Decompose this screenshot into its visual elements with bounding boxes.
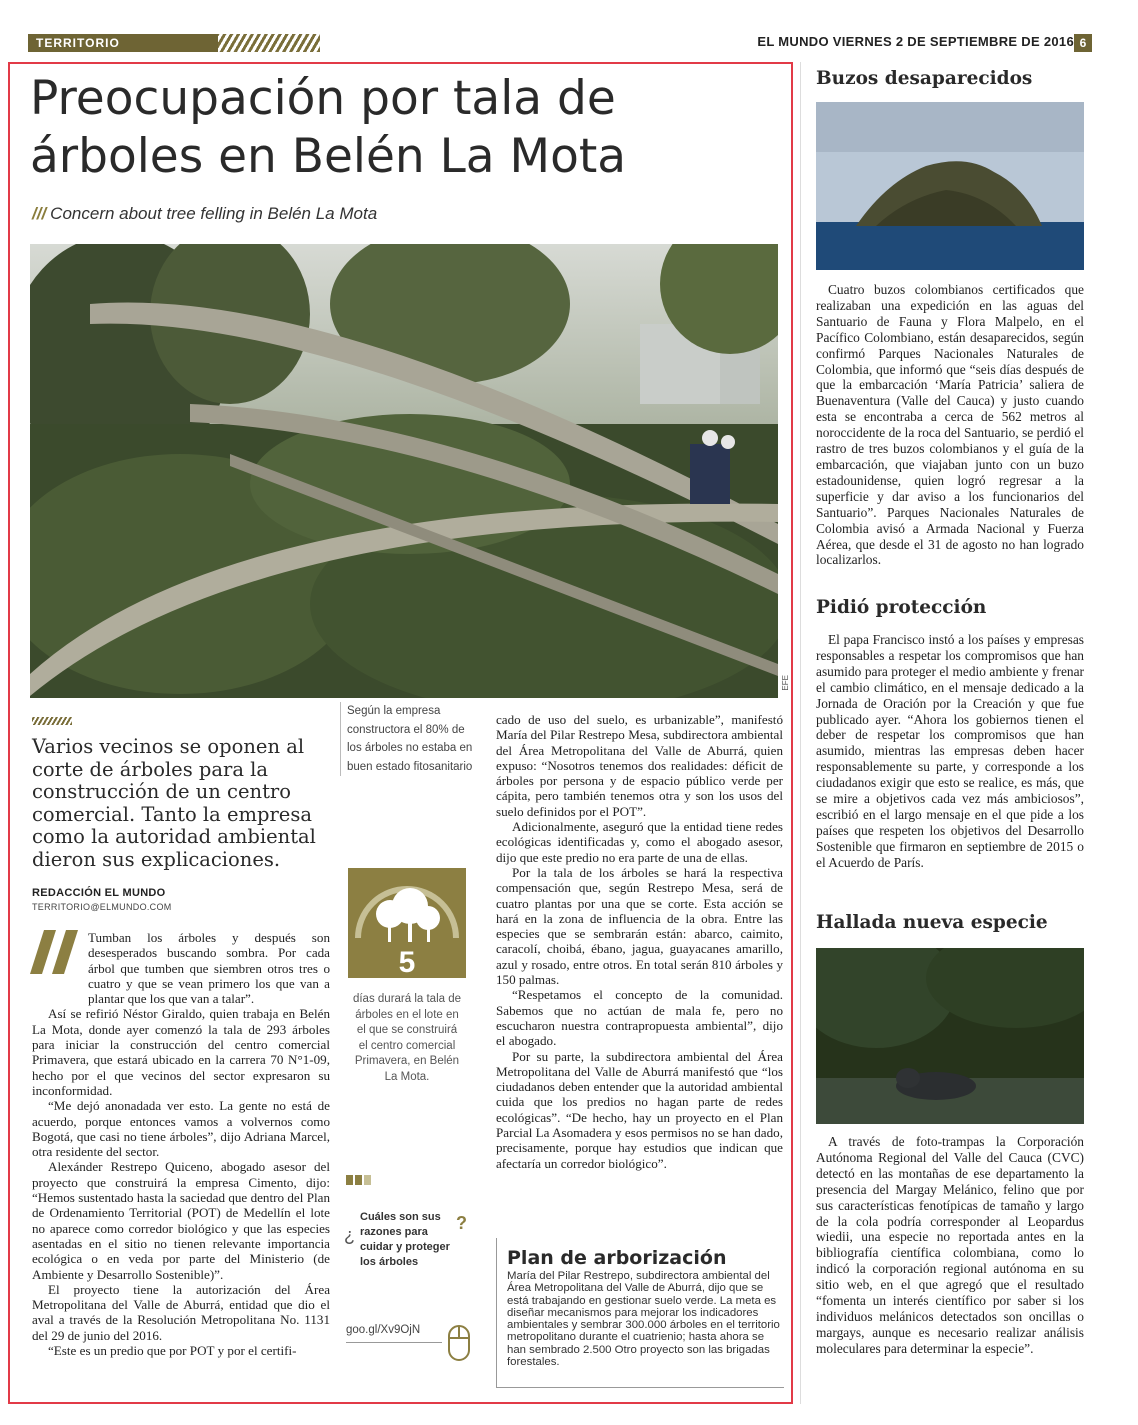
main-photo: [30, 244, 778, 698]
sidebar-story-3: [816, 1134, 1084, 1357]
poll-question: [344, 1202, 476, 1272]
sidebar-title-3: Hallada nueva especie: [816, 912, 1048, 933]
poll-question-text: Cuáles son sus razones para cuidar y proteger los árboles: [360, 1211, 450, 1268]
sidebar-story-2-text: El papa Francisco instó a los países y empresas responsables a respetar los compromisos que han asumido para proteger el medio ambiente y frenar el cambio climático, en el mensaje dedicado a la Jornada de Oración por la Creación y que fue publicado ayer. “Ahora los gobiernos tienen el deber de respetar los compromisos que han asumido, mientras las empresas deben hacer responsablemente su parte, y corresponde a los ciudadanos exigir que esto se realice, es más, que se mire a objetivos cada vez más ambiciosos”, escribió en el largo mensaje en el que pide a los países que respeten los objetivos del Desarrollo Sostenible que firmaron en septiembre de 2015 o el Acuerdo de París.: [816, 632, 1084, 870]
paragraph: “Este es un predio que por POT y por el certifi-: [48, 1343, 297, 1359]
stat-text: días durará la tala de árboles en el lote en el que se construirá el centro comercial Primavera, en Belén La Mota.: [352, 993, 462, 1083]
subhead-text: Concern about tree felling in Belén La Mota: [50, 204, 378, 223]
island-image: [816, 102, 1084, 270]
plan-text: María del Pilar Restrepo, subdirectora ambiental del Área Metropolitana del Valle de Aburrá, dijo que se está trabajando en gestionar suelo verde. La meta es diseñar mecanismos para mejorar los indicadores ambientales y sembrar 300.000 árboles en el territorio metropolitano durante el cuatrienio; hasta ahora se han sembrado 2.500 Otro proyecto son las brigadas forestales.: [507, 1270, 780, 1369]
stat-graphic: [348, 868, 466, 978]
paragraph: cado de uso del suelo, es urbanizable”, manifestó María del Pilar Restrepo Mesa, subdirectora ambiental del Área Metropolitana del Valle de Aburrá, quien expuso: “Nosotros tenemos dos realidades: déficit de árboles por persona y de espacio público verde per cápita, pero también tenemos otra y son los usos del suelo definidos por el POT”.: [496, 712, 783, 819]
photo-credit: EFE: [781, 675, 790, 691]
question-close-mark: ?: [456, 1213, 467, 1233]
paragraph: Por la tala de los árboles se hará la respectiva compensación que, según Restrepo Mesa, será de cuatro plantas por una que se corte. Esta acción se hará en la zona de influencia de la obra. Entre las especies que se sembrarán están: abarco, caimito, caracolí, choibá, ébano, jagua, guayacanes amarillo, azul y rosado, entre otros. En total serán 810 árboles y 150 palmas.: [496, 864, 783, 988]
paragraph: Por su parte, la subdirectora ambiental del Área Metropolitana del Valle de Aburrá manifestó que “los ciudadanos deben entender que la autoridad ambiental cuida que los predios no hagan parte de redes ecológicas”. “De hecho, hay un proyecto en el Plan Parcial La Asomadera y esos permisos no se han dado, precisamente, porque hay estudios que indican que afectaría un corredor biológico”.: [496, 1048, 783, 1171]
island-photo: [816, 102, 1084, 270]
sidebar-title-2: Pidió protección: [816, 597, 987, 618]
paragraph: Adicionalmente, aseguró que la entidad tiene redes ecológicas identificadas y, como el abogado asesor, dijo que este predio no era parte de una de ellas.: [496, 819, 783, 865]
fallen-trees-photo: [30, 244, 778, 698]
subhead-marks: ///: [32, 204, 47, 223]
link-underline: [346, 1342, 442, 1343]
byline: [32, 887, 172, 912]
body-column-1: [32, 930, 330, 1358]
body-column-2: [496, 712, 783, 1171]
subhead: [32, 204, 377, 224]
poll-link[interactable]: goo.gl/Xv9OjN: [346, 1324, 421, 1336]
margay-photo: [816, 948, 1084, 1124]
poll-ornament: [346, 1172, 378, 1182]
photo-caption: Según la empresa constructora el 80% de los árboles no estaba en buen estado fitosanitario: [340, 702, 475, 776]
lead-paragraph: Varios vecinos se oponen al corte de árboles para la construcción de un centro comercial. Tanto la empresa como la autoridad ambiental dieron sus explicaciones.: [32, 735, 316, 871]
section-tag: [28, 34, 320, 52]
plan-box: [496, 1238, 784, 1388]
sidebar-title-1: Buzos desaparecidos: [816, 68, 1033, 89]
paragraph: “Respetamos el concepto de la comunidad. Sabemos que no actúan de mala fe, pero no escucharon nuestra contrapropuesta ambiental”, dijo el abogado.: [496, 987, 783, 1049]
mouse-icon: [446, 1322, 472, 1362]
paragraph: Alexánder Restrepo Quiceno, abogado asesor del proyecto que construirá la empresa Cimento, dijo: “Hemos sustentado hasta la saciedad que dentro del Plan de Ordenamiento Territorial (POT) de Medellín el lote no aparece como corredor biológico y que las especies asentadas en el sitio no tienen relevante importancia ecológica o en veda por parte del Ministerio (de Ambiente y Desarrollo Sostenible)”.: [32, 1159, 330, 1282]
lead-ornament: [32, 717, 72, 725]
stat-number: 5: [398, 946, 416, 978]
paragraph: El proyecto tiene la autorización del Área Metropolitana del Valle de Aburrá, entidad que dio el aval a través de la Resolución Metropolitana No. 1131 del 29 de junio del 2016.: [32, 1281, 330, 1343]
section-label: TERRITORIO: [28, 34, 218, 52]
plan-title: Plan de arborización: [507, 1247, 727, 1269]
margay-image: [816, 948, 1084, 1124]
sidebar-story-3-text: A través de foto-trampas la Corporación Autónoma Regional del Valle del Cauca (CVC) detectó en las montañas de ese departamento la presencia del Margay Melánico, felino que por sus características fenotípicas de tamaño y largo de la cola podría corresponder al Leopardus wiedii, una especie no reportada antes en la bibliografía científica colombiana, como lo indicó la corporación regional autónoma en su sitio web, en el que agregó que el resultado “fomenta un interés científico por saber si los individuos melánicos detectados son oncillas o margays, aunque es necesario realizar análisis moleculares para determinar la especie”.: [816, 1134, 1084, 1356]
question-open-mark: ¿: [344, 1225, 355, 1245]
sidebar-story-1-text: Cuatro buzos colombianos certificados que realizaban una expedición en las aguas del Santuario de Fauna y Flora Malpelo, en el Pacífico Colombiano, están desaparecidos, según confirmó Parques Nacionales Naturales de Colombia, que informó que “seis días después de que la embarcación ‘María Patricia’ saliera de Buenaventura (Valle del Cauca) y justo cuando esta se encontraba a cerca de 562 metros al noroccidente de la roca del Santuario, se perdió el rastro de tres buzos colombianos y el guía de la embarcación, que viajaban junto con un buzo estadounidense, quien logró regresar a la superficie y dar aviso a los funcionarios del Santuario”. Parques Nacionales Naturales de Colombia avisó a Armada Nacional y Fuerza Aérea, que desde el 31 de agosto no han logrado localizarlos.: [816, 282, 1084, 568]
headline: Preocupación por tala de árboles en Belén La Mota: [30, 71, 627, 184]
byline-name: REDACCIÓN EL MUNDO: [32, 887, 166, 899]
trees-icon: [348, 868, 466, 978]
column-divider: [800, 62, 801, 1404]
page-number: 6: [1074, 34, 1092, 52]
byline-email: TERRITORIO@ELMUNDO.COM: [32, 902, 172, 912]
sidebar-story-2: [816, 632, 1084, 871]
sidebar-story-1: [816, 282, 1084, 568]
paragraph: Tumban los árboles y después son desesperados buscando sombra. Por cada árbol que tumben que siembren otros tres o cuatro y que se vean primero los que van a plantar que los que van a talar”.: [88, 930, 330, 1007]
paragraph: “Me dejó anonadada ver esto. La gente no está de acuerdo, porque entonces vamos a volvernos como Bogotá, que casi no tiene árboles”, dijo Adriana Marcel, otra residente del sector.: [32, 1098, 330, 1160]
masthead: EL MUNDO VIERNES 2 DE SEPTIEMBRE DE 2016: [757, 34, 1074, 49]
paragraph: Así se refirió Néstor Giraldo, quien trabaja en Belén La Mota, donde ayer comenzó la tala de 293 árboles para iniciar la construcción del centro comercial Primavera, que estará ubicado en la carrera 70 N°1-09, hecho por el que vecinos del sector expresaron su inconformidad.: [32, 1006, 330, 1098]
